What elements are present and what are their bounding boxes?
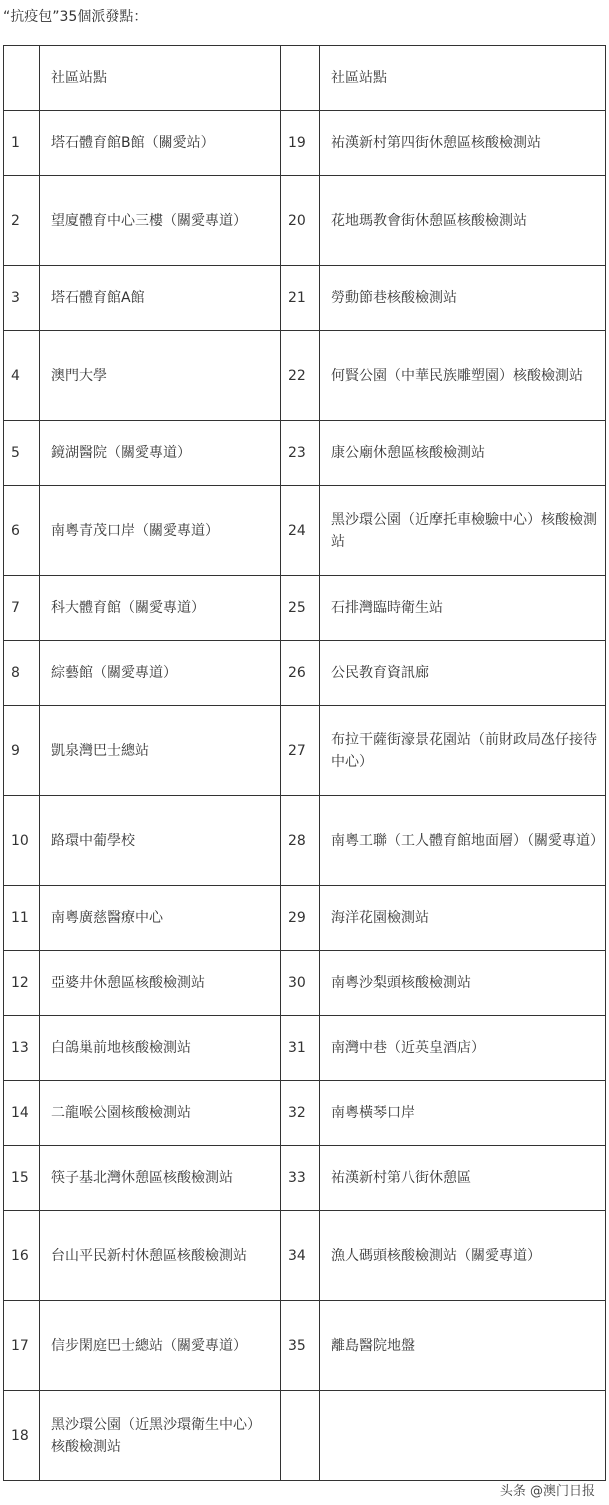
site-number-cell: 31 bbox=[281, 1016, 320, 1081]
table-row bbox=[4, 1146, 606, 1211]
site-name-cell: 南粵青茂口岸（關愛專道） bbox=[40, 486, 281, 576]
site-number-cell: 19 bbox=[281, 111, 320, 176]
table-row bbox=[4, 1016, 606, 1081]
site-number-cell: 20 bbox=[281, 176, 320, 266]
site-number-cell: 18 bbox=[4, 1391, 40, 1481]
site-name-cell: 塔石體育館A館 bbox=[40, 266, 281, 331]
site-number-cell bbox=[281, 1391, 320, 1481]
table-row bbox=[4, 331, 606, 421]
site-name-cell: 信步閑庭巴士總站（關愛專道） bbox=[40, 1301, 281, 1391]
table-header-row bbox=[4, 46, 606, 111]
watermark: 头条 @澳门日报 bbox=[499, 1484, 595, 1499]
header-index-cell bbox=[281, 46, 320, 111]
site-name-cell: 台山平民新村休憩區核酸檢測站 bbox=[40, 1211, 281, 1301]
site-name-cell: 南灣中巷（近英皇酒店） bbox=[320, 1016, 606, 1081]
site-name-cell: 康公廟休憩區核酸檢測站 bbox=[320, 421, 606, 486]
site-number-cell: 34 bbox=[281, 1211, 320, 1301]
site-name-cell: 漁人碼頭核酸檢測站（關愛專道） bbox=[320, 1211, 606, 1301]
site-name-cell: 公民教育資訊廊 bbox=[320, 641, 606, 706]
table-row bbox=[4, 1391, 606, 1481]
site-name-cell: 南粵工聯（工人體育館地面層）（關愛專道） bbox=[320, 796, 606, 886]
site-number-cell: 24 bbox=[281, 486, 320, 576]
site-name-cell: 布拉干薩街濠景花園站（前財政局氹仔接待中心） bbox=[320, 706, 606, 796]
site-name-cell: 何賢公園（中華民族雕塑園）核酸檢測站 bbox=[320, 331, 606, 421]
site-number-cell: 26 bbox=[281, 641, 320, 706]
table-row bbox=[4, 486, 606, 576]
table-row bbox=[4, 266, 606, 331]
site-number-cell: 3 bbox=[4, 266, 40, 331]
site-number-cell: 8 bbox=[4, 641, 40, 706]
site-name-cell: 白鴿巢前地核酸檢測站 bbox=[40, 1016, 281, 1081]
page-title: “抗疫包”35個派發點： bbox=[3, 9, 148, 25]
site-number-cell: 4 bbox=[4, 331, 40, 421]
site-name-cell: 鏡湖醫院（關愛專道） bbox=[40, 421, 281, 486]
site-name-cell: 南粵廣慈醫療中心 bbox=[40, 886, 281, 951]
site-number-cell: 22 bbox=[281, 331, 320, 421]
site-number-cell: 5 bbox=[4, 421, 40, 486]
site-number-cell: 25 bbox=[281, 576, 320, 641]
header-index-cell bbox=[4, 46, 40, 111]
site-number-cell: 12 bbox=[4, 951, 40, 1016]
site-name-cell: 路環中葡學校 bbox=[40, 796, 281, 886]
table-row bbox=[4, 951, 606, 1016]
distribution-sites-table bbox=[3, 45, 606, 1481]
site-name-cell: 塔石體育館B館（關愛站） bbox=[40, 111, 281, 176]
site-number-cell: 7 bbox=[4, 576, 40, 641]
site-name-cell: 祐漢新村第四街休憩區核酸檢測站 bbox=[320, 111, 606, 176]
site-number-cell: 35 bbox=[281, 1301, 320, 1391]
table-row bbox=[4, 796, 606, 886]
site-number-cell: 16 bbox=[4, 1211, 40, 1301]
site-name-cell: 筷子基北灣休憩區核酸檢測站 bbox=[40, 1146, 281, 1211]
site-name-cell: 花地瑪教會街休憩區核酸檢測站 bbox=[320, 176, 606, 266]
site-name-cell: 黑沙環公園（近黑沙環衛生中心）核酸檢測站 bbox=[40, 1391, 281, 1481]
site-number-cell: 17 bbox=[4, 1301, 40, 1391]
site-name-cell bbox=[320, 1391, 606, 1481]
site-number-cell: 2 bbox=[4, 176, 40, 266]
table-row bbox=[4, 641, 606, 706]
site-name-cell: 澳門大學 bbox=[40, 331, 281, 421]
table-row bbox=[4, 706, 606, 796]
site-number-cell: 10 bbox=[4, 796, 40, 886]
site-name-cell: 南粵沙梨頭核酸檢測站 bbox=[320, 951, 606, 1016]
table-row bbox=[4, 111, 606, 176]
site-number-cell: 6 bbox=[4, 486, 40, 576]
site-number-cell: 29 bbox=[281, 886, 320, 951]
site-number-cell: 11 bbox=[4, 886, 40, 951]
site-number-cell: 27 bbox=[281, 706, 320, 796]
site-name-cell: 綜藝館（關愛專道） bbox=[40, 641, 281, 706]
table-row bbox=[4, 176, 606, 266]
site-name-cell: 凱泉灣巴士總站 bbox=[40, 706, 281, 796]
site-number-cell: 21 bbox=[281, 266, 320, 331]
site-name-cell: 石排灣臨時衛生站 bbox=[320, 576, 606, 641]
table-row bbox=[4, 1301, 606, 1391]
table-row bbox=[4, 886, 606, 951]
site-number-cell: 23 bbox=[281, 421, 320, 486]
site-number-cell: 28 bbox=[281, 796, 320, 886]
site-number-cell: 15 bbox=[4, 1146, 40, 1211]
site-name-cell: 南粵橫琴口岸 bbox=[320, 1081, 606, 1146]
site-name-cell: 二龍喉公園核酸檢測站 bbox=[40, 1081, 281, 1146]
site-number-cell: 13 bbox=[4, 1016, 40, 1081]
site-number-cell: 14 bbox=[4, 1081, 40, 1146]
table-row bbox=[4, 1211, 606, 1301]
site-name-cell: 海洋花園檢測站 bbox=[320, 886, 606, 951]
site-name-cell: 勞動節巷核酸檢測站 bbox=[320, 266, 606, 331]
site-number-cell: 33 bbox=[281, 1146, 320, 1211]
table-row bbox=[4, 1081, 606, 1146]
site-name-cell: 離島醫院地盤 bbox=[320, 1301, 606, 1391]
table-row bbox=[4, 576, 606, 641]
site-number-cell: 1 bbox=[4, 111, 40, 176]
site-name-cell: 祐漢新村第八街休憩區 bbox=[320, 1146, 606, 1211]
header-site-cell: 社區站點 bbox=[320, 46, 606, 111]
site-number-cell: 30 bbox=[281, 951, 320, 1016]
site-number-cell: 32 bbox=[281, 1081, 320, 1146]
site-number-cell: 9 bbox=[4, 706, 40, 796]
site-name-cell: 亞婆井休憩區核酸檢測站 bbox=[40, 951, 281, 1016]
table-row bbox=[4, 421, 606, 486]
site-name-cell: 黑沙環公園（近摩托車檢驗中心）核酸檢測站 bbox=[320, 486, 606, 576]
header-site-cell: 社區站點 bbox=[40, 46, 281, 111]
site-name-cell: 望廈體育中心三樓（關愛專道） bbox=[40, 176, 281, 266]
site-name-cell: 科大體育館（關愛專道） bbox=[40, 576, 281, 641]
